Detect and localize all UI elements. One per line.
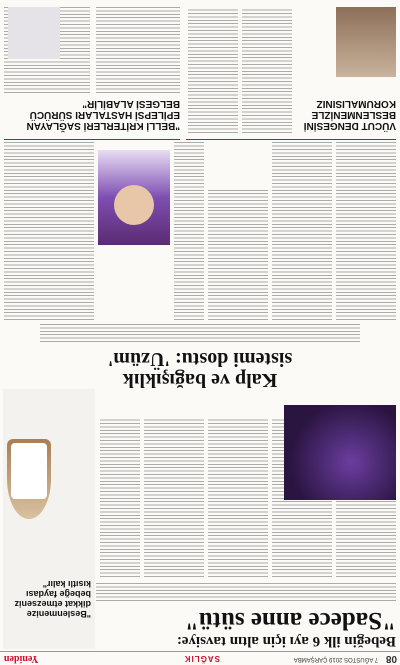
box-epilepsy <box>4 3 180 140</box>
page-header <box>0 651 400 665</box>
article2-column <box>272 140 332 320</box>
article1-lead <box>96 581 396 601</box>
portrait-photo <box>8 7 60 59</box>
box-nutrition-column <box>242 7 292 133</box>
issue-date: 7 AĞUSTOS 2019 ÇARŞAMBA <box>293 656 378 662</box>
portrait-photo <box>336 7 396 77</box>
article2-lead <box>40 324 360 342</box>
portrait-coat <box>11 443 47 499</box>
article2-column <box>174 140 204 320</box>
article1-headline <box>96 607 396 649</box>
box-nutrition <box>186 3 396 140</box>
person-photo <box>114 185 154 225</box>
article2-column <box>336 140 396 320</box>
article2-headline <box>60 348 340 390</box>
article2-headline-line1: Kalp ve bağışıklık <box>122 369 278 391</box>
article1-headline-line2: "Sadece anne sütü" <box>184 607 396 634</box>
box-epilepsy-title: "BELLİ KRİTERLERİ SAĞLAYAN EPİLEPSİ HASTALARI SÜRÜCÜ BELGESİ ALABİLİR" <box>26 98 180 131</box>
sidebar-title: "Beslenmenize dikkat etmezseniz bebeğe faydası kısıtlı kalır" <box>14 579 91 619</box>
article2-column <box>208 190 268 320</box>
box-nutrition-column <box>188 7 238 133</box>
grapes-photo <box>98 150 170 245</box>
article1-column <box>208 417 268 577</box>
sidebar-interview <box>3 389 95 649</box>
article2-column <box>4 140 94 320</box>
article2-headline-line2: sistemi dostu: 'Üzüm' <box>107 348 293 370</box>
page-number: 08 <box>385 653 397 664</box>
box-nutrition-title: VÜCUT DENGESİNİ BESLENMENİZLE KORUMALISINIZ <box>303 98 396 131</box>
newspaper-logo: Yeniden <box>4 653 39 664</box>
article1-column <box>144 417 204 577</box>
section-title: SAĞLIK <box>183 654 220 663</box>
article1-column <box>100 417 140 577</box>
article1-headline-line1: Bebeğin ilk 6 ayı için altın tavsiye: <box>176 633 396 649</box>
article-photo <box>284 405 396 500</box>
box-epilepsy-column <box>96 7 180 93</box>
